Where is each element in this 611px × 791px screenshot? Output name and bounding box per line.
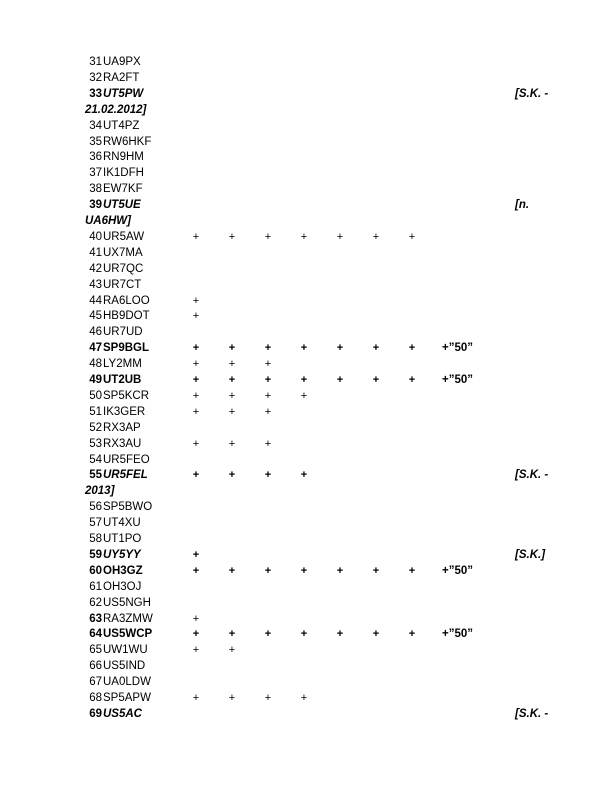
entry-number: 32 xyxy=(89,71,102,84)
plus-mark: + xyxy=(228,469,236,482)
entry-number: 62 xyxy=(89,596,102,609)
plus-mark: + xyxy=(192,230,200,243)
status-note-continuation-line xyxy=(85,483,575,499)
callsign: SP9BGL xyxy=(103,342,150,355)
entry-number: 60 xyxy=(89,564,102,577)
entry-number: 69 xyxy=(89,707,102,720)
plus-mark: + xyxy=(192,310,200,323)
list-item xyxy=(85,658,575,674)
callsign: UA9PX xyxy=(103,56,141,68)
list-item xyxy=(85,611,575,627)
callsign: UR5AW xyxy=(103,230,145,243)
plus-mark: + xyxy=(336,342,344,355)
entry-number: 40 xyxy=(89,230,102,243)
plus-mark: + xyxy=(192,644,200,657)
callsign: SP5BWO xyxy=(103,501,153,514)
callsign: RA6LOO xyxy=(103,294,150,307)
plus-mark: + xyxy=(264,374,272,386)
entry-number: 49 xyxy=(89,374,102,386)
callsign: UR5FEO xyxy=(103,453,150,466)
plus-mark: + xyxy=(192,628,200,641)
status-note: [S.K. - xyxy=(515,87,549,100)
plus-mark: + xyxy=(192,564,200,577)
entry-number: 38 xyxy=(89,183,102,196)
plus-mark: + xyxy=(228,564,236,577)
entry-number: 64 xyxy=(89,628,102,641)
entry-number: 53 xyxy=(89,437,102,450)
plus-mark: + xyxy=(372,374,380,386)
plus-mark: + xyxy=(264,692,272,704)
status-note-continuation-line xyxy=(85,213,575,229)
status-note-continuation: 2013] xyxy=(85,485,115,498)
plus-mark: + xyxy=(408,564,416,577)
plus-mark: + xyxy=(228,230,236,243)
plus-mark: + xyxy=(264,342,272,355)
list-item xyxy=(85,340,575,356)
plus-mark: + xyxy=(300,389,308,402)
list-item xyxy=(85,452,575,468)
plus-mark: + xyxy=(372,628,380,641)
plus-mark: + xyxy=(192,389,200,402)
list-item xyxy=(85,579,575,595)
entry-number: 41 xyxy=(89,246,102,259)
plus-mark: + xyxy=(336,628,344,641)
callsign: IK1DFH xyxy=(103,167,144,180)
callsign: SP5APW xyxy=(103,692,151,704)
plus-mark: + xyxy=(264,389,272,402)
callsign: US5IND xyxy=(103,660,146,673)
entry-number: 57 xyxy=(89,517,102,530)
list-item xyxy=(85,261,575,277)
list-item xyxy=(85,674,575,690)
plus-mark: + xyxy=(336,230,344,243)
plus-mark: + xyxy=(408,374,416,386)
callsign: UT1PO xyxy=(103,533,142,545)
list-item xyxy=(85,706,575,722)
callsign: RX3AU xyxy=(103,437,142,450)
list-item xyxy=(85,531,575,547)
callsign: RN9HM xyxy=(103,151,144,164)
list-item xyxy=(85,149,575,165)
entry-number: 59 xyxy=(89,548,102,561)
entry-number: 54 xyxy=(89,453,102,466)
callsign: UX7MA xyxy=(103,246,143,259)
callsign: UA0LDW xyxy=(103,676,151,689)
callsign: UT4PZ xyxy=(103,119,140,132)
status-note-continuation: 21.02.2012] xyxy=(85,103,147,116)
plus-mark: + xyxy=(264,437,272,450)
list-item xyxy=(85,420,575,436)
plus-mark: + xyxy=(192,342,200,355)
entry-number: 37 xyxy=(89,167,102,180)
list-item xyxy=(85,595,575,611)
callsign: UR7UD xyxy=(103,326,143,339)
entry-number: 39 xyxy=(89,199,102,212)
callsign: RW6HKF xyxy=(103,135,152,148)
entry-number: 35 xyxy=(89,135,102,148)
plus-mark: + xyxy=(372,230,380,243)
list-item xyxy=(85,324,575,340)
entry-number: 65 xyxy=(89,644,102,657)
plus-mark: + xyxy=(336,374,344,386)
callsign: RA3ZMW xyxy=(103,612,153,625)
callsign: LY2MM xyxy=(103,358,142,371)
band-50-mark: +”50” xyxy=(442,342,474,355)
plus-mark: + xyxy=(228,342,236,355)
band-50-mark: +”50” xyxy=(442,628,474,641)
plus-mark: + xyxy=(228,437,236,450)
list-item xyxy=(85,245,575,261)
entry-number: 34 xyxy=(89,119,102,132)
callsign: RX3AP xyxy=(103,421,141,434)
list-item xyxy=(85,467,575,483)
band-50-mark: +”50” xyxy=(442,564,474,577)
list-item xyxy=(85,70,575,86)
plus-mark: + xyxy=(228,405,236,418)
plus-mark: + xyxy=(192,469,200,482)
entry-number: 44 xyxy=(89,294,102,307)
callsign: HB9DOT xyxy=(103,310,150,323)
callsign: EW7KF xyxy=(103,183,143,196)
entry-number: 61 xyxy=(89,580,102,593)
callsign: OH3GZ xyxy=(103,564,143,577)
plus-mark: + xyxy=(300,374,308,386)
entry-number: 47 xyxy=(89,342,102,355)
entry-number: 42 xyxy=(89,262,102,275)
entry-number: 51 xyxy=(89,405,102,418)
callsign: SP5KCR xyxy=(103,389,150,402)
list-item xyxy=(85,277,575,293)
callsign: UT5UE xyxy=(103,199,141,212)
list-item xyxy=(85,547,575,563)
plus-mark: + xyxy=(192,692,200,704)
plus-mark: + xyxy=(192,612,200,625)
callsign: US5NGH xyxy=(103,596,151,609)
plus-mark: + xyxy=(300,469,308,482)
entry-number: 68 xyxy=(89,692,102,704)
entry-number: 66 xyxy=(89,660,102,673)
plus-mark: + xyxy=(300,342,308,355)
list-item xyxy=(85,308,575,324)
callsign: RA2FT xyxy=(103,71,140,84)
status-note: [S.K.] xyxy=(515,548,546,561)
list-item xyxy=(85,372,575,388)
status-note-continuation: UA6HW] xyxy=(85,215,131,227)
entry-number: 56 xyxy=(89,501,102,514)
entry-number: 50 xyxy=(89,389,102,402)
callsign: UR7QC xyxy=(103,262,144,275)
plus-mark: + xyxy=(264,469,272,482)
plus-mark: + xyxy=(192,294,200,307)
plus-mark: + xyxy=(408,342,416,355)
callsign: UT2UB xyxy=(103,374,142,386)
list-item xyxy=(85,626,575,642)
plus-mark: + xyxy=(228,692,236,704)
list-item xyxy=(85,356,575,372)
status-note: [S.K. - xyxy=(515,469,549,482)
entry-number: 52 xyxy=(89,421,102,434)
callsign: UY5YY xyxy=(103,548,141,561)
list-item xyxy=(85,54,575,70)
plus-mark: + xyxy=(408,628,416,641)
list-item xyxy=(85,293,575,309)
entry-number: 36 xyxy=(89,151,102,164)
plus-mark: + xyxy=(228,374,236,386)
plus-mark: + xyxy=(300,564,308,577)
entry-number: 55 xyxy=(89,469,102,482)
callsign: US5WCP xyxy=(103,628,153,641)
callsign: US5AC xyxy=(103,707,142,720)
list-item xyxy=(85,118,575,134)
plus-mark: + xyxy=(192,437,200,450)
entry-number: 45 xyxy=(89,310,102,323)
list-item xyxy=(85,563,575,579)
callsign: OH3OJ xyxy=(103,580,142,593)
list-item xyxy=(85,134,575,150)
plus-mark: + xyxy=(228,358,236,371)
callsign: UT4XU xyxy=(103,517,141,530)
entry-number: 48 xyxy=(89,358,102,371)
list-item xyxy=(85,181,575,197)
list-item xyxy=(85,388,575,404)
plus-mark: + xyxy=(192,358,200,371)
callsign: IK3GER xyxy=(103,405,146,418)
list-item xyxy=(85,690,575,706)
list-item xyxy=(85,436,575,452)
list-item xyxy=(85,499,575,515)
list-item xyxy=(85,165,575,181)
entry-number: 46 xyxy=(89,326,102,339)
entry-number: 67 xyxy=(89,676,102,689)
plus-mark: + xyxy=(264,628,272,641)
plus-mark: + xyxy=(264,230,272,243)
callsign: UR5FEL xyxy=(103,469,148,482)
plus-mark: + xyxy=(192,374,200,386)
status-note: [n. xyxy=(515,199,530,212)
plus-mark: + xyxy=(264,358,272,371)
plus-mark: + xyxy=(300,692,308,704)
entry-number: 63 xyxy=(89,612,102,625)
plus-mark: + xyxy=(192,548,200,561)
plus-mark: + xyxy=(264,405,272,418)
plus-mark: + xyxy=(192,405,200,418)
plus-mark: + xyxy=(336,564,344,577)
callsign: UT5PW xyxy=(103,87,144,100)
plus-mark: + xyxy=(228,628,236,641)
plus-mark: + xyxy=(300,230,308,243)
callsign: UW1WU xyxy=(103,644,148,657)
callsign: UR7CT xyxy=(103,278,142,291)
list-item xyxy=(85,515,575,531)
status-note: [S.K. - xyxy=(515,707,549,720)
plus-mark: + xyxy=(264,564,272,577)
plus-mark: + xyxy=(228,389,236,402)
entry-number: 58 xyxy=(89,533,102,545)
list-item xyxy=(85,642,575,658)
plus-mark: + xyxy=(372,342,380,355)
plus-mark: + xyxy=(300,628,308,641)
entry-number: 33 xyxy=(89,87,102,100)
plus-mark: + xyxy=(228,644,236,657)
list-item xyxy=(85,404,575,420)
plus-mark: + xyxy=(372,564,380,577)
entry-number: 31 xyxy=(89,56,102,68)
status-note-continuation-line xyxy=(85,102,575,118)
plus-mark: + xyxy=(408,230,416,243)
list-item xyxy=(85,229,575,245)
list-item xyxy=(85,197,575,213)
list-item xyxy=(85,86,575,102)
entry-number: 43 xyxy=(89,278,102,291)
band-50-mark: +”50” xyxy=(442,374,474,386)
